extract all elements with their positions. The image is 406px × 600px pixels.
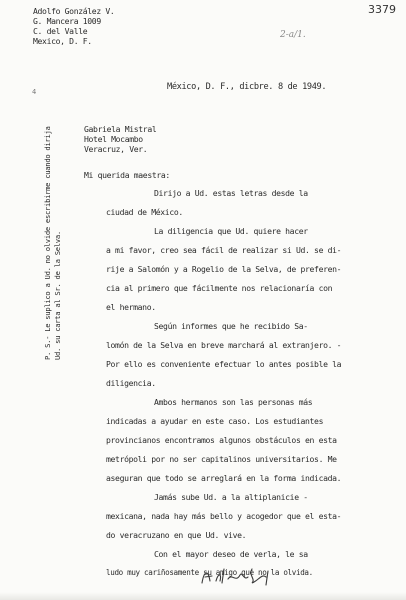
archive-number: 3379 — [368, 3, 396, 16]
body-line: lomón de la Selva en breve marchará al extranjero. - — [106, 340, 342, 350]
body-line: diligencia. — [106, 378, 156, 388]
body-line: Según informes que he recibido Sa- — [154, 321, 308, 331]
body-line: a mi favor, creo sea fácil de realizar si Ud. se di- — [106, 245, 342, 255]
body-line: Dirijo a Ud. estas letras desde la — [154, 188, 308, 198]
postscript-line: P. S.- Le suplico a Ud. no olvide escribirme cuando dirija — [43, 126, 52, 360]
body-line: ludo muy cariñosamente su amigo que no la olvida. — [106, 568, 313, 577]
body-line: el hermano. — [106, 302, 156, 312]
sender-street: G. Mancera 1009 — [33, 16, 101, 26]
greeting: Mi querida maestra: — [84, 170, 170, 180]
body-line: provincianos encontramos algunos obstáculos en esta — [106, 435, 337, 445]
recipient-city: Veracruz, Ver. — [84, 144, 148, 154]
postscript — [43, 126, 63, 360]
date-line: México, D. F., dicbre. 8 de 1949. — [167, 82, 327, 92]
sender-name: Adolfo González V. — [33, 6, 115, 16]
recipient-hotel: Hotel Mocambo — [84, 134, 143, 144]
body-line: mexicana, nada hay más bello y acogedor que el esta- — [106, 511, 342, 521]
recipient-name: Gabriela Mistral — [84, 124, 157, 134]
body-line: La diligencia que Ud. quiere hacer — [154, 226, 308, 236]
sender-colonia: C. del Valle — [33, 26, 88, 36]
body-line: do veracruzano en que Ud. vive. — [106, 530, 247, 540]
body-line: metrópoli por no ser capitalinos universitarios. Me — [106, 454, 337, 464]
sender-city: Mexico, D. F. — [33, 36, 92, 46]
handwritten-signature — [196, 565, 276, 587]
postscript-line: Ud. su carta al Sr. de la Selva. — [53, 231, 62, 360]
pencil-annotation: 2-a/1. — [280, 30, 306, 40]
body-line: aseguran que todo se arreglará en la forma indicada. — [106, 473, 342, 483]
body-line: rije a Salomón y a Rogelio de la Selva, de preferen- — [106, 264, 342, 274]
margin-mark: 4 — [32, 88, 37, 96]
body-line: Por ello es conveniente efectuar lo antes posible la — [106, 359, 342, 369]
body-line: ciudad de México. — [106, 207, 183, 217]
body-line: Jamás sube Ud. a la altiplanicie - — [154, 492, 308, 502]
body-line: indicadas a ayudar en este caso. Los estudiantes — [106, 416, 324, 426]
body-line: Ambos hermanos son las personas más — [154, 397, 313, 407]
body-line: Con el mayor deseo de verla, le sa — [154, 549, 308, 559]
body-line: cia al primero que fácilmente nos relacionaría con — [106, 283, 333, 293]
page-bottom-edge — [0, 592, 406, 600]
